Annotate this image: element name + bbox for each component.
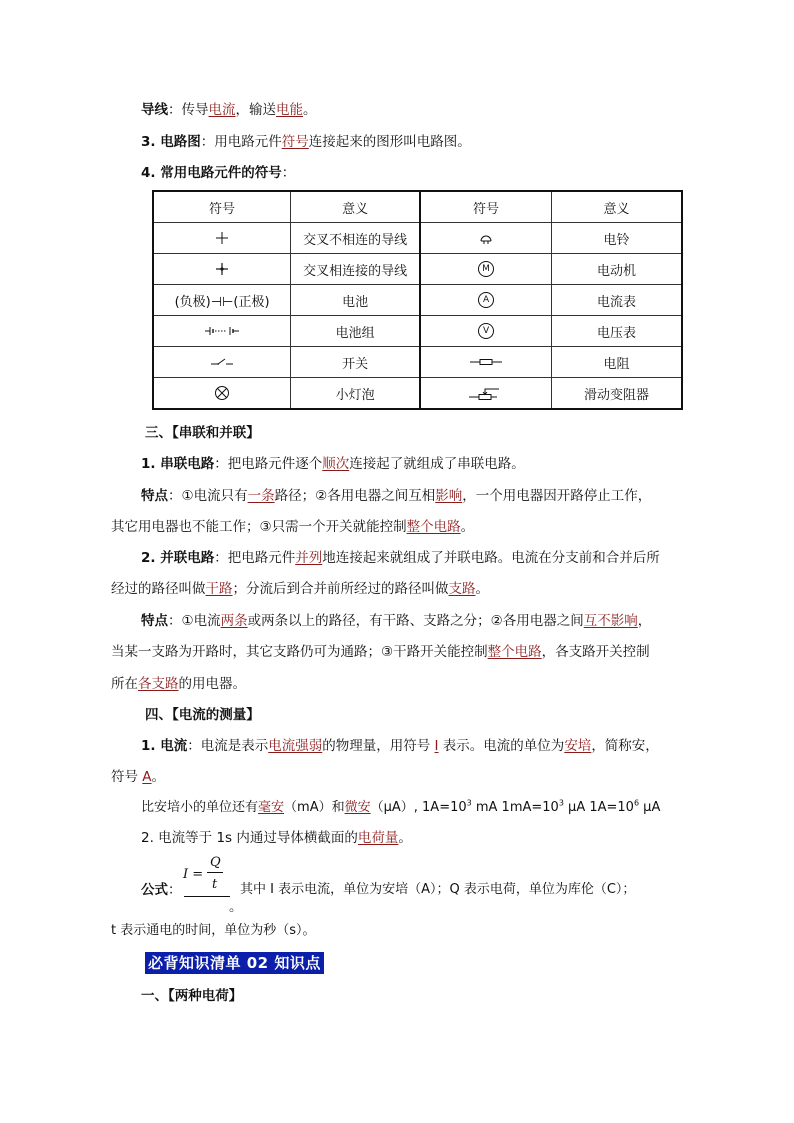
text: ， — [637, 613, 652, 629]
answer-symbol-a: A — [142, 769, 152, 785]
answer-charge: 电荷量 — [357, 830, 399, 846]
symbol-bell — [420, 223, 552, 254]
text: μA 1A=10 — [563, 800, 634, 815]
symbol-resistor — [420, 347, 552, 378]
answer-main-path: 干路 — [205, 581, 233, 597]
paragraph-current-charge — [141, 829, 412, 847]
text: 。 — [303, 102, 317, 118]
meaning-cell: 开关 — [291, 347, 420, 378]
table-row — [153, 378, 682, 410]
symbol-voltmeter — [420, 316, 552, 347]
text: 。 — [460, 519, 475, 535]
answer-whole-circuit: 整个电路 — [487, 644, 542, 660]
answer-symbol: 符号 — [281, 134, 309, 150]
motor-icon: M — [478, 261, 494, 277]
term-current: 1. 电流 — [141, 738, 188, 754]
text: ；分流后到合并前所经过的路径叫做 — [232, 581, 449, 597]
symbol-battery: (负极)⊣⊢(正极) — [153, 285, 291, 316]
text: 连接起来的图形叫电路图。 — [308, 134, 471, 150]
paragraph-smaller-units — [141, 799, 660, 817]
meaning-cell: 电阻 — [552, 347, 682, 378]
paragraph-current-symbol — [111, 768, 165, 786]
table-row — [153, 316, 682, 347]
answer-two-paths: 两条 — [220, 613, 248, 629]
text: μA — [639, 800, 661, 815]
answer-branch-path: 支路 — [448, 581, 476, 597]
meaning-cell: 交叉不相连的导线 — [291, 223, 420, 254]
resistor-icon — [470, 357, 502, 367]
answer-current: 电流 — [208, 102, 236, 118]
paragraph-parallel-circuit-cont — [111, 580, 489, 598]
answer-no-influence: 互不影响 — [583, 613, 638, 629]
text: 连接起了就组成了串联电路。 — [349, 456, 525, 472]
paragraph-parallel-features — [141, 612, 651, 630]
meaning-cell: 电压表 — [552, 316, 682, 347]
text: 路径；②各用电器之间互相 — [274, 488, 436, 504]
text: ：传导 — [168, 102, 209, 118]
header-symbol-2: 符号 — [420, 191, 552, 223]
term-series-circuit: 1. 串联电路 — [141, 456, 215, 472]
header-meaning-2: 意义 — [552, 191, 682, 223]
text: ：把电路元件 — [214, 550, 296, 566]
answer-microampere: 微安 — [344, 800, 371, 815]
text: ：把电路元件逐个 — [214, 456, 323, 472]
paragraph-series-circuit — [141, 455, 525, 473]
header-symbol-1: 符号 — [153, 191, 291, 223]
answer-each-branch: 各支路 — [138, 676, 179, 692]
paragraph-series-features — [141, 487, 651, 505]
answer-side-by-side: 并列 — [295, 550, 323, 566]
section-heading-current-measurement: 四、【电流的测量】 — [145, 707, 260, 723]
answer-milliampere: 毫安 — [258, 800, 285, 815]
section-heading-two-charges: 一、【两种电荷】 — [141, 988, 243, 1004]
meaning-cell: 电铃 — [552, 223, 682, 254]
answer-whole-circuit: 整个电路 — [406, 519, 461, 535]
answer-influence: 影响 — [435, 488, 463, 504]
table-row — [153, 347, 682, 378]
term-features: 特点 — [141, 488, 168, 504]
section-heading-series-parallel: 三、【串联和并联】 — [145, 425, 260, 441]
text: 的物理量，用符号 — [322, 738, 435, 754]
term-wire: 导线 — [141, 102, 168, 118]
term-common-symbols: 4. 常用电路元件的符号 — [141, 165, 282, 181]
current-formula — [183, 855, 229, 899]
header-meaning-1: 意义 — [291, 191, 420, 223]
formula-underline — [184, 896, 230, 897]
text: ：①电流 — [168, 613, 221, 629]
text: 所在 — [111, 676, 138, 692]
bell-icon — [479, 232, 493, 244]
formula-fraction-bar — [207, 872, 223, 873]
symbol-connected-wires — [153, 254, 291, 285]
term-features: 特点 — [141, 613, 168, 629]
exponent: 3 — [466, 798, 472, 808]
symbol-lamp — [153, 378, 291, 410]
text: 。 — [398, 830, 412, 846]
knowledge-list-banner: 必背知识清单 02 知识点 — [145, 952, 324, 974]
voltmeter-icon: V — [478, 323, 494, 339]
meaning-cell: 小灯泡 — [291, 378, 420, 410]
text: 或两条以上的路径，有干路、支路之分；②各用电器之间 — [247, 613, 584, 629]
exponent: 6 — [633, 798, 640, 808]
table-row — [153, 254, 682, 285]
meaning-cell: 电池组 — [291, 316, 420, 347]
answer-symbol-i: I — [434, 738, 439, 754]
symbol-battery-pack — [153, 316, 291, 347]
paragraph-formula-explanation: 其中 I 表示电流，单位为安培（A）；Q 表示电荷，单位为库伦（C）； — [240, 882, 636, 897]
answer-energy: 电能 — [276, 102, 303, 118]
symbol-crossing-wires — [153, 223, 291, 254]
table-row — [153, 223, 682, 254]
symbol-rheostat — [420, 378, 552, 410]
rheostat-icon — [469, 385, 503, 401]
text: ，简称安， — [591, 738, 659, 754]
line-wire — [141, 101, 317, 119]
text: （μA）, 1A=10 — [370, 800, 467, 815]
exponent: 3 — [558, 798, 564, 808]
term-parallel-circuit: 2. 并联电路 — [141, 550, 215, 566]
meaning-cell: 交叉相连接的导线 — [291, 254, 420, 285]
symbol-table — [152, 190, 683, 410]
text: ，一个用电器因开路停止工作， — [462, 488, 652, 504]
text: 符号 — [111, 769, 143, 785]
symbol-ammeter — [420, 285, 552, 316]
symbol-motor — [420, 254, 552, 285]
line-circuit-diagram — [141, 133, 471, 151]
text: ： — [168, 882, 182, 898]
text: mA 1mA=10 — [471, 800, 559, 815]
table-header-row — [153, 191, 682, 223]
formula-denominator: t — [212, 877, 218, 892]
answer-ampere: 安培 — [564, 738, 592, 754]
lamp-icon — [214, 385, 230, 401]
text: （mA）和 — [284, 800, 345, 815]
paragraph-current-definition — [141, 737, 659, 755]
formula-period: 。 — [229, 899, 243, 915]
text: 的用电器。 — [178, 676, 246, 692]
answer-in-order: 顺次 — [322, 456, 350, 472]
paragraph-series-features-cont — [111, 518, 474, 536]
answer-one-path: 一条 — [247, 488, 275, 504]
term-circuit-diagram: 3. 电路图 — [141, 134, 201, 150]
crossing-wires-icon — [216, 232, 228, 244]
meaning-cell: 滑动变阻器 — [552, 378, 682, 410]
symbol-switch — [153, 347, 291, 378]
term-formula: 公式 — [141, 882, 168, 898]
paragraph-parallel-features-end — [111, 675, 246, 693]
paragraph-parallel-features-cont — [111, 643, 650, 661]
text: 表示。电流的单位为 — [438, 738, 565, 754]
formula-lhs: I = — [183, 867, 204, 882]
switch-icon — [211, 356, 233, 368]
text: 。 — [151, 769, 166, 785]
text: ： — [281, 165, 296, 181]
text: 当某一支路为开路时，其它支路仍可为通路；③干路开关能控制 — [111, 644, 488, 660]
paragraph-parallel-circuit — [141, 549, 660, 567]
text: 比安培小的单位还有 — [141, 800, 259, 815]
paragraph-formula — [141, 881, 182, 899]
text: ，输送 — [235, 102, 276, 118]
battery-pack-icon — [205, 325, 239, 337]
table-row — [153, 285, 682, 316]
meaning-cell: 电流表 — [552, 285, 682, 316]
answer-current-strength: 电流强弱 — [268, 738, 323, 754]
meaning-cell: 电动机 — [552, 254, 682, 285]
text: ，各支路开关控制 — [541, 644, 650, 660]
connected-wires-icon — [216, 263, 228, 275]
text: ：①电流只有 — [168, 488, 248, 504]
text: ：电流是表示 — [187, 738, 269, 754]
text: 2. 电流等于 1s 内通过导体横截面的 — [141, 830, 358, 846]
paragraph-time: t 表示通电的时间，单位为秒（s）。 — [111, 923, 316, 938]
text: 其它用电器也不能工作；③只需一个开关就能控制 — [111, 519, 407, 535]
text: 地连接起来就组成了并联电路。电流在分支前和合并后所 — [322, 550, 660, 566]
text: 经过的路径叫做 — [111, 581, 206, 597]
formula-numerator: Q — [210, 855, 221, 870]
text: 。 — [475, 581, 489, 597]
line-common-symbols — [141, 164, 295, 182]
ammeter-icon: A — [478, 292, 494, 308]
meaning-cell: 电池 — [291, 285, 420, 316]
text: ：用电路元件 — [200, 134, 282, 150]
